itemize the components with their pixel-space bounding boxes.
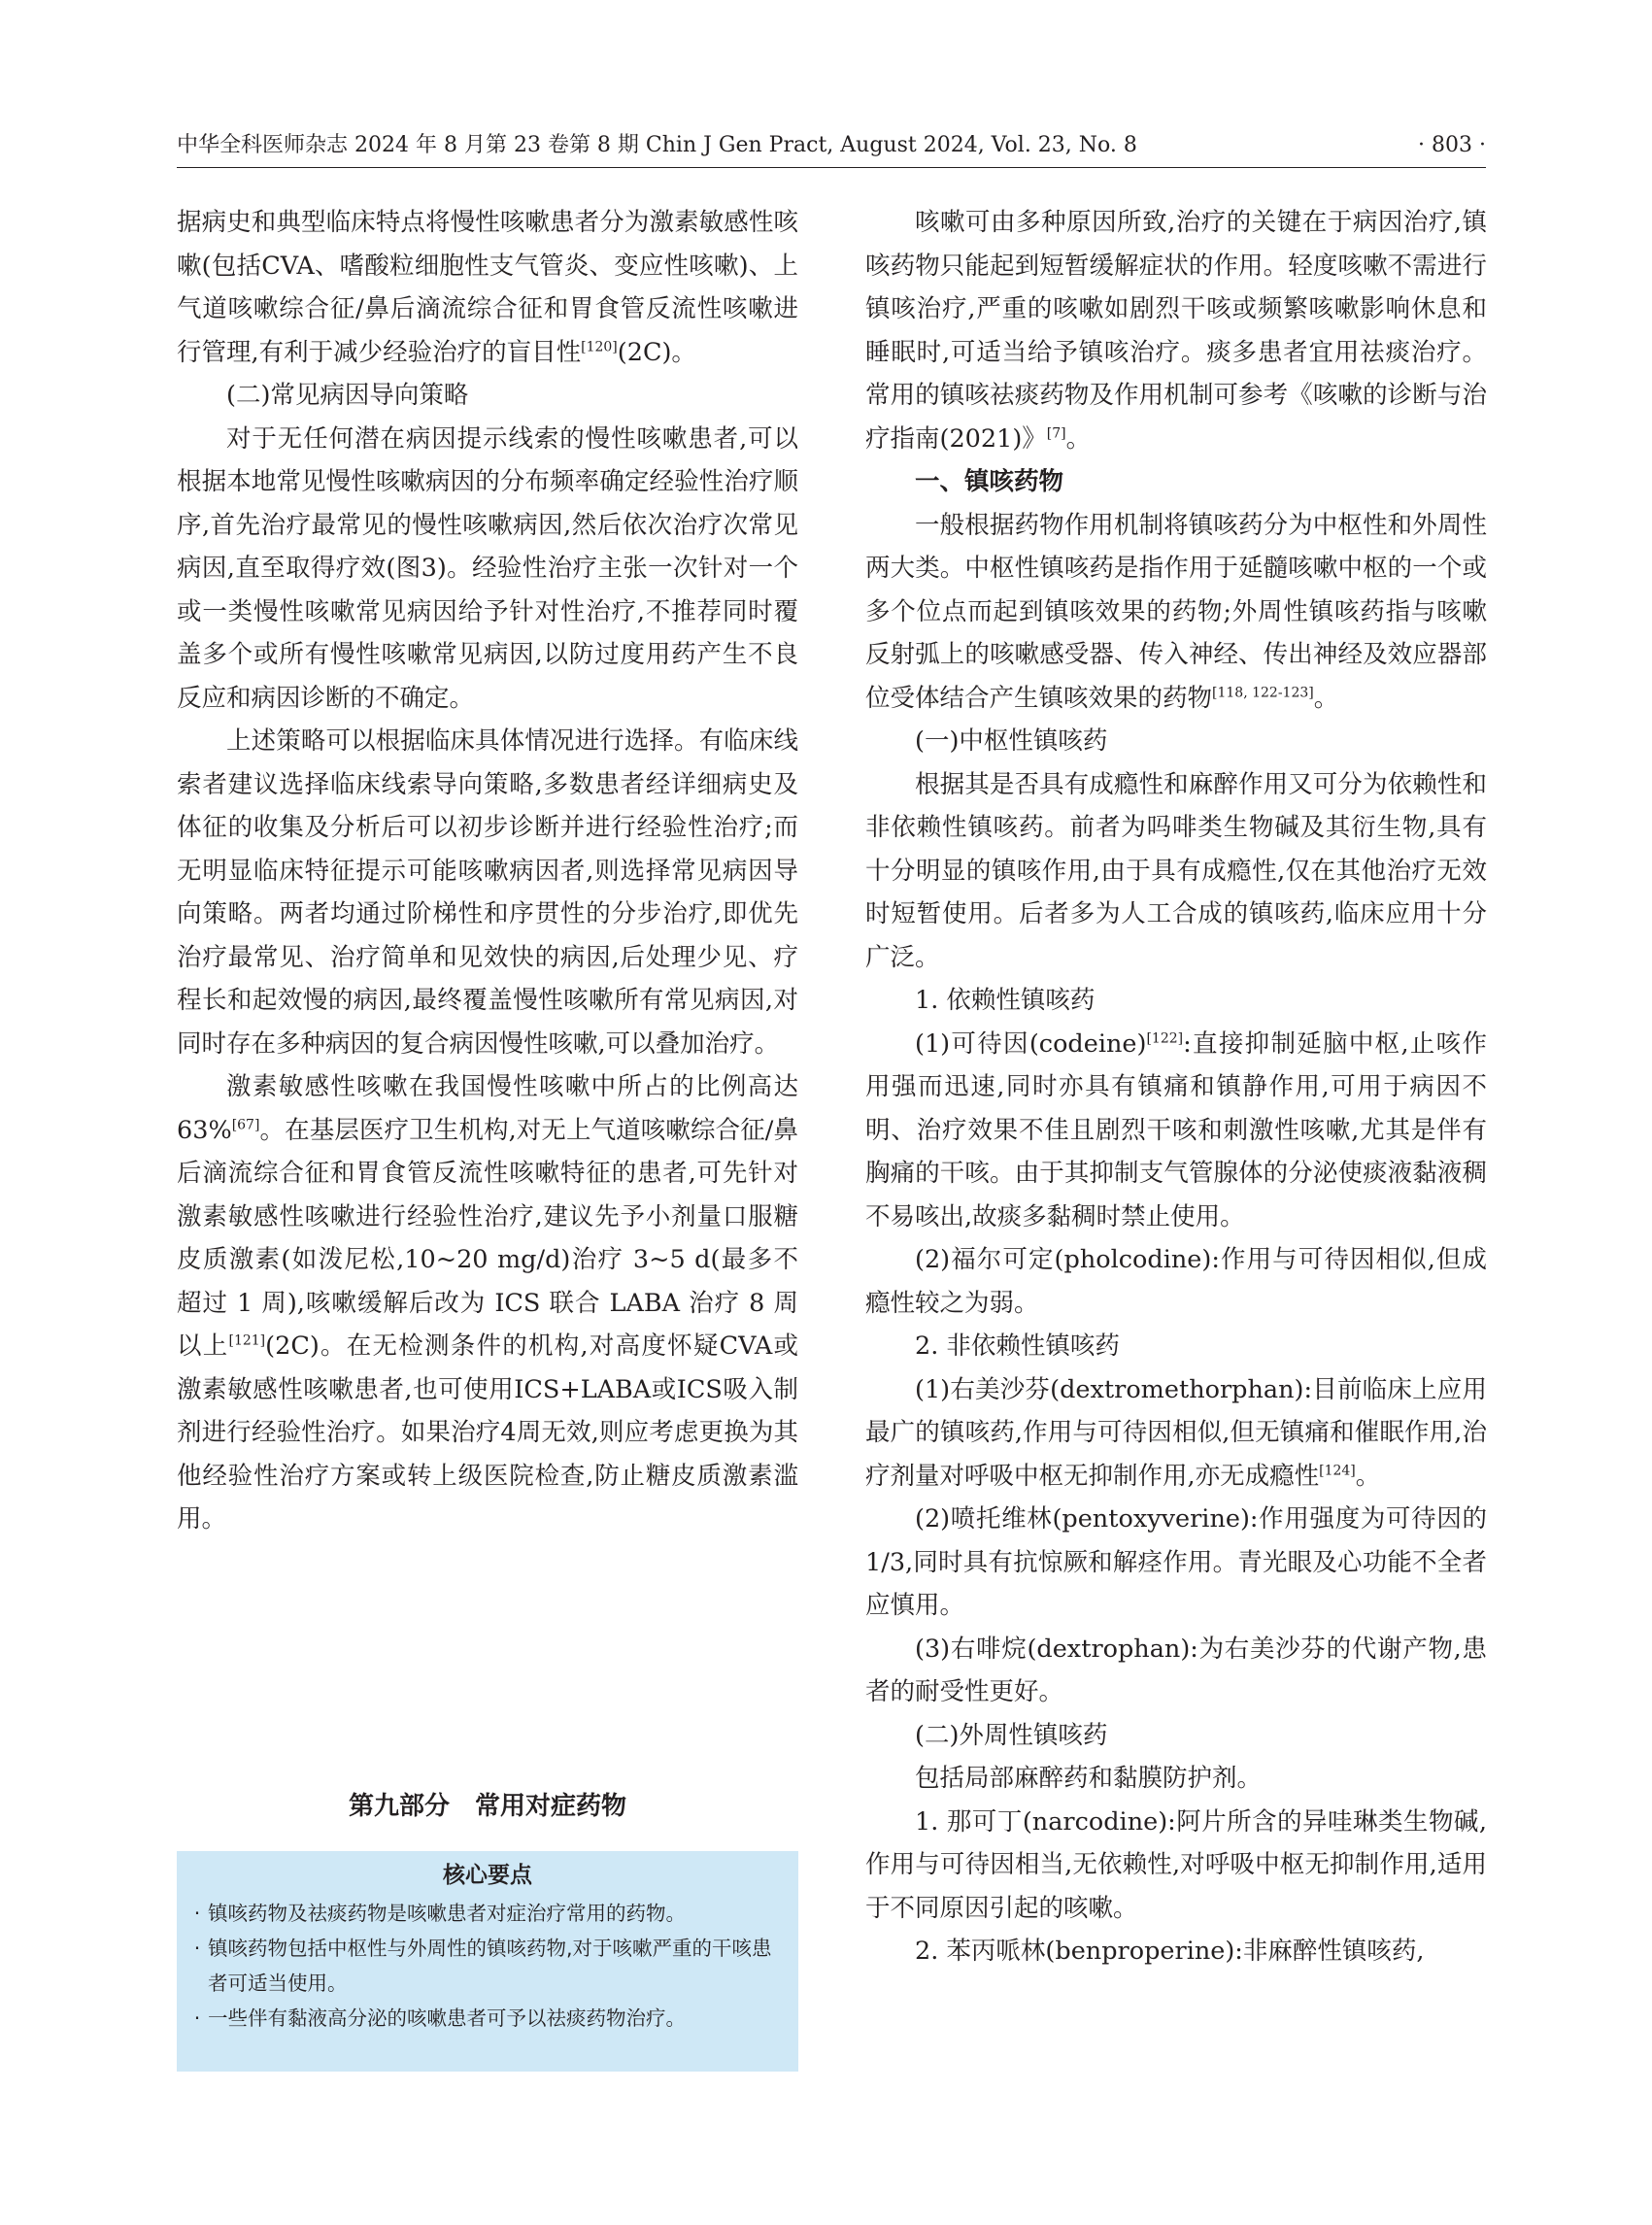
citation-ref: [118, 122-123]	[1212, 685, 1314, 700]
citation-ref: [7]	[1046, 425, 1066, 441]
paragraph: 对于无任何潜在病因提示线索的慢性咳嗽患者,可以根据本地常见慢性咳嗽病因的分布频率确定经验性治疗顺序,首先治疗最常见的慢性咳嗽病因,然后依次治疗次常见病因,直至取得疗效(图3)。经验性治疗主张一次针对一个或一类慢性咳嗽常见病因给予针对性治疗,不推荐同时覆盖多个或所有慢性咳嗽常见病因,以防过度用药产生不良反应和病因诊断的不确定。	[177, 423, 798, 713]
list-item: · 镇咳药物及祛痰药物是咳嗽患者对症治疗常用的药物。	[186, 1896, 789, 1931]
paragraph: 根据其是否具有成瘾性和麻醉作用又可分为依赖性和非依赖性镇咳药。前者为吗啡类生物碱及其衍生物,具有十分明显的镇咳作用,由于具有成瘾性,仅在其他治疗无效时短暂使用。后者多为人工合成的镇咳药,临床应用十分广泛。	[865, 769, 1487, 972]
list-item: · 一些伴有黏液高分泌的咳嗽患者可予以祛痰药物治疗。	[186, 2001, 789, 2036]
section-title: 第九部分 常用对症药物	[348, 1792, 626, 1821]
citation-ref: [121]	[228, 1332, 266, 1349]
citation-ref: [124]	[1319, 1463, 1356, 1478]
paragraph: (2)福尔可定(pholcodine):作用与可待因相似,但成瘾性较之为弱。	[865, 1245, 1487, 1318]
paragraph: (1)右美沙芬(dextromethorphan):目前临床上应用最广的镇咳药,作用与可待因相似,但无镇痛和催眠作用,治疗剂量对呼吸中枢无抑制作用,亦无成瘾性[124]。	[865, 1374, 1487, 1491]
key-points-box	[177, 1851, 798, 2072]
paragraph: (3)右啡烷(dextrophan):为右美沙芬的代谢产物,患者的耐受性更好。	[865, 1634, 1487, 1706]
header-rule	[177, 167, 1486, 168]
paragraph: 据病史和典型临床特点将慢性咳嗽患者分为激素敏感性咳嗽(包括CVA、嗜酸粒细胞性支气管炎、变应性咳嗽)、上气道咳嗽综合征/鼻后滴流综合征和胃食管反流性咳嗽进行管理,有利于减少经验治疗的盲目性[120](2C)。	[177, 208, 798, 367]
paragraph: 激素敏感性咳嗽在我国慢性咳嗽中所占的比例高达63%[67]。在基层医疗卫生机构,对无上气道咳嗽综合征/鼻后滴流综合征和胃食管反流性咳嗽特征的患者,可先针对激素敏感性咳嗽进行经验性治疗,建议先予小剂量口服糖皮质激素(如泼尼松,10~20 mg/d)治疗 3~5 d(最多不超过 1 周),咳嗽缓解后改为 ICS 联合 LABA 治疗 8 周以上[121](2C)。在无检测条件的机构,对高度怀疑CVA或激素敏感性咳嗽患者,也可使用ICS+LABA或ICS吸入制剂进行经验性治疗。如果治疗4周无效,则应考虑更换为其他经验性治疗方案或转上级医院检查,防止糖皮质激素滥用。	[177, 1072, 798, 1534]
subheading: (一)中枢性镇咳药	[915, 726, 1108, 756]
key-points-title: 核心要点	[443, 1863, 532, 1888]
paragraph: (1)可待因(codeine)[122]:直接抑制延脑中枢,止咳作用强而迅速,同时亦具有镇痛和镇静作用,可用于病因不明、治疗效果不佳且剧烈干咳和刺激性咳嗽,尤其是伴有胸痛的干咳。由于其抑制支气管腺体的分泌使痰液黏液稠不易咳出,故痰多黏稠时禁止使用。	[865, 1028, 1487, 1231]
subheading: (二)外周性镇咳药	[915, 1720, 1108, 1750]
bullet-icon: ·	[193, 1937, 201, 1960]
paragraph: 包括局部麻醉药和黏膜防护剂。	[915, 1764, 1263, 1793]
running-header	[177, 128, 1486, 163]
subheading: (二)常见病因导向策略	[226, 381, 469, 410]
bullet-icon: ·	[193, 1902, 201, 1925]
bullet-icon: ·	[193, 2006, 201, 2030]
paragraph: 上述策略可以根据临床具体情况进行选择。有临床线索者建议选择临床线索导向策略,多数患者经详细病史及体征的收集及分析后可以初步诊断并进行经验性治疗;而无明显临床特征提示可能咳嗽病因者,则选择常见病因导向策略。两者均通过阶梯性和序贯性的分步治疗,即优先治疗最常见、治疗简单和见效快的病因,后处理少见、疗程长和起效慢的病因,最终覆盖慢性咳嗽所有常见病因,对同时存在多种病因的复合病因慢性咳嗽,可以叠加治疗。	[177, 726, 798, 1059]
subheading: 2. 非依赖性镇咳药	[915, 1332, 1120, 1361]
page-number: · 803 ·	[1418, 133, 1486, 157]
paragraph: 2. 苯丙哌林(benproperine):非麻醉性镇咳药,	[915, 1937, 1425, 1966]
heading: 一、镇咳药物	[915, 467, 1064, 496]
list-item: · 镇咳药物包括中枢性与外周性的镇咳药物,对于咳嗽严重的干咳患者可适当使用。	[186, 1931, 789, 2001]
citation-ref: [120]	[581, 339, 618, 354]
subheading: 1. 依赖性镇咳药	[915, 986, 1096, 1015]
paragraph: 一般根据药物作用机制将镇咳药分为中枢性和外周性两大类。中枢性镇咳药是指作用于延髓咳嗽中枢的一个或多个位点而起到镇咳效果的药物;外周性镇咳药指与咳嗽反射弧上的咳嗽感受器、传入神经、传出神经及效应器部位受体结合产生镇咳效果的药物[118, 122-123]。	[865, 510, 1487, 713]
citation-ref: [122]	[1146, 1030, 1184, 1046]
right-column	[865, 201, 1487, 1973]
citation-ref: [67]	[231, 1117, 260, 1132]
key-points-list	[177, 1896, 798, 2036]
paragraph: 咳嗽可由多种原因所致,治疗的关键在于病因治疗,镇咳药物只能起到短暂缓解症状的作用。轻度咳嗽不需进行镇咳治疗,严重的咳嗽如剧烈干咳或频繁咳嗽影响休息和睡眠时,可适当给予镇咳治疗。痰多患者宜用祛痰治疗。常用的镇咳祛痰药物及作用机制可参考《咳嗽的诊断与治疗指南(2021)》[7]。	[865, 208, 1487, 454]
left-column	[177, 201, 798, 1541]
paragraph: 1. 那可丁(narcodine):阿片所含的异哇琳类生物碱,作用与可待因相当,无依赖性,对呼吸中枢无抑制作用,适用于不同原因引起的咳嗽。	[865, 1806, 1487, 1923]
paragraph: (2)喷托维林(pentoxyverine):作用强度为可待因的1/3,同时具有抗惊厥和解痉作用。青光眼及心功能不全者应慎用。	[865, 1504, 1487, 1620]
journal-citation: 中华全科医师杂志 2024 年 8 月第 23 卷第 8 期 Chin J Gen Pract, August 2024, Vol. 23, No. 8	[177, 133, 1137, 157]
